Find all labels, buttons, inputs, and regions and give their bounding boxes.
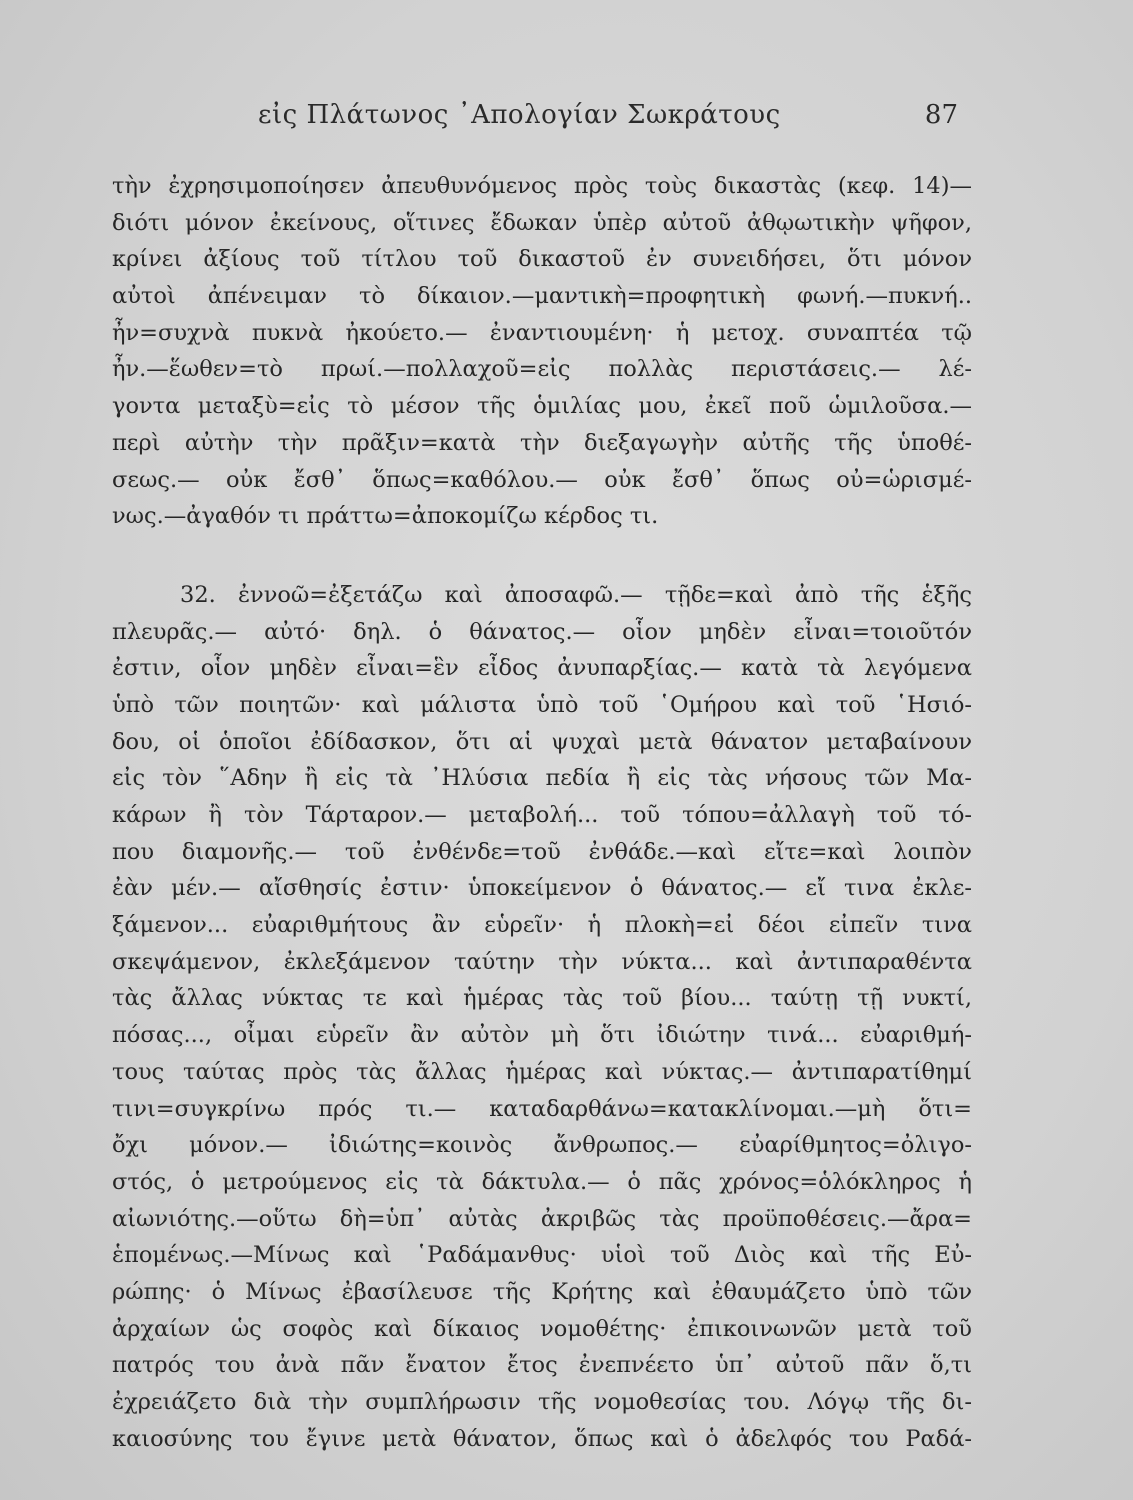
text-line: ἦν=συχνὰ πυκνὰ ἠκούετο.— ἐναντιουμένη· ἡ μετοχ. συναπτέα τῷ (112, 319, 972, 346)
text-line: τους ταύτας πρὸς τὰς ἄλλας ἡμέρας καὶ νύκτας.— ἀντιπαρατίθημί (112, 1058, 972, 1085)
text-line: ὄχι μόνον.— ἰδιώτης=κοινὸς ἄνθρωπος.— εὐαρίθμητος=ὀλιγο- (112, 1132, 972, 1159)
text-line: ὑπὸ τῶν ποιητῶν· καὶ μάλιστα ὑπὸ τοῦ ῾Ομήρου καὶ τοῦ ῾Ησιό- (112, 691, 972, 718)
running-title: εἰς Πλάτωνος ᾿Απολογίαν Σωκράτους (258, 100, 781, 130)
text-line: ἀρχαίων ὡς σοφὸς καὶ δίκαιος νομοθέτης· ἐπικοινωνῶν μετὰ τοῦ (112, 1315, 972, 1342)
text-line: πλευρᾶς.— αὐτό· δηλ. ὁ θάνατος.— οἷον μηδὲν εἶναι=τοιοῦτόν (112, 618, 972, 645)
text-line: πόσας..., οἶμαι εὑρεῖν ἂν αὐτὸν μὴ ὅτι ἰδιώτην τινά... εὐαριθμή- (112, 1022, 972, 1049)
text-line: γοντα μεταξὺ=εἰς τὸ μέσον τῆς ὁμιλίας μου, ἐκεῖ ποῦ ὡμιλοῦσα.— (112, 393, 972, 420)
text-line: αἰωνιότης.—οὕτω δὴ=ὑπ᾿ αὐτὰς ἀκριβῶς τὰς προϋποθέσεις.—ἄρα= (112, 1205, 972, 1232)
text-line: νως.—ἀγαθόν τι πράττω=ἀποκομίζω κέρδος τι. (112, 503, 659, 530)
text-line: 32. ἐννοῶ=ἐξετάζω καὶ ἀποσαφῶ.— τῇδε=καὶ ἀπὸ τῆς ἑξῆς (180, 581, 972, 608)
text-line: ἦν.—ἕωθεν=τὸ πρωί.—πολλαχοῦ=εἰς πολλὰς περιστάσεις.— λέ- (112, 356, 972, 383)
text-line: διότι μόνον ἐκείνους, οἵτινες ἔδωκαν ὑπὲρ αὐτοῦ ἀθῳωτικὴν ψῆφον, (112, 209, 972, 236)
text-line: αὐτοὶ ἀπένειμαν τὸ δίκαιον.—μαντικὴ=προφητικὴ φωνή.—πυκνή.. (112, 283, 972, 310)
text-line: που διαμονῆς.— τοῦ ἐνθένδε=τοῦ ἐνθάδε.—καὶ εἴτε=καὶ λοιπὸν (112, 838, 972, 865)
text-line: στός, ὁ μετρούμενος εἰς τὰ δάκτυλα.— ὁ πᾶς χρόνος=ὁλόκληρος ἡ (112, 1168, 972, 1195)
text-line: ἐχρειάζετο διὰ τὴν συμπλήρωσιν τῆς νομοθεσίας του. Λόγῳ τῆς δι- (112, 1389, 972, 1415)
text-line: τινι=συγκρίνω πρός τι.— καταδαρθάνω=κατακλίνομαι.—μὴ ὅτι= (112, 1095, 972, 1122)
text-line: κρίνει ἀξίους τοῦ τίτλου τοῦ δικαστοῦ ἐν συνειδήσει, ὅτι μόνον (112, 246, 972, 273)
text-line: εἰς τὸν ῞Αδην ἢ εἰς τὰ ᾿Ηλύσια πεδία ἢ εἰς τὰς νήσους τῶν Μα- (112, 765, 972, 792)
text-line: σκεψάμενον, ἐκλεξάμενον ταύτην τὴν νύκτα... καὶ ἀντιπαραθέντα (112, 948, 972, 975)
page-header (258, 100, 958, 140)
text-line: πατρός του ἀνὰ πᾶν ἔνατον ἔτος ἐνεπνέετο ὑπ᾿ αὐτοῦ πᾶν ὅ,τι (112, 1352, 972, 1379)
text-line: καιοσύνης του ἔγινε μετὰ θάνατον, ὅπως καὶ ὁ ἀδελφός του Ραδά- (112, 1425, 972, 1452)
paragraph-gap (112, 535, 972, 577)
text-line: σεως.— οὐκ ἔσθ᾿ ὅπως=καθόλου.— οὐκ ἔσθ᾿ ὅπως οὐ=ὡρισμέ- (112, 466, 972, 493)
text-line: ἑπομένως.—Μίνως καὶ ῾Ραδάμανθυς· υἱοὶ τοῦ Διὸς καὶ τῆς Εὐ- (112, 1242, 972, 1269)
text-line: περὶ αὐτὴν τὴν πρᾶξιν=κατὰ τὴν διεξαγωγὴν αὐτῆς τῆς ὑποθέ- (112, 429, 972, 456)
text-line: κάρων ἢ τὸν Τάρταρον.— μεταβολή... τοῦ τόπου=ἀλλαγὴ τοῦ τό- (112, 802, 972, 828)
paragraph-commentary-31 (112, 168, 972, 535)
paragraph-commentary-32 (112, 577, 972, 1458)
text-line: δου, οἱ ὁποῖοι ἐδίδασκον, ὅτι αἱ ψυχαὶ μετὰ θάνατον μεταβαίνουν (112, 728, 972, 755)
text-line: ξάμενον... εὐαριθμήτους ἂν εὑρεῖν· ἡ πλοκὴ=εἰ δέοι εἰπεῖν τινα (112, 912, 972, 939)
text-line: ἐὰν μέν.— αἴσθησίς ἐστιν· ὑποκείμενον ὁ θάνατος.— εἴ τινα ἐκλε- (112, 875, 972, 902)
page-number: 87 (924, 100, 958, 130)
text-line: ἐστιν, οἷον μηδὲν εἶναι=ἓν εἶδος ἀνυπαρξίας.— κατὰ τὰ λεγόμενα (112, 655, 972, 682)
text-line: τὰς ἄλλας νύκτας τε καὶ ἡμέρας τὰς τοῦ βίου... ταύτῃ τῇ νυκτί, (112, 985, 972, 1012)
text-line: ρώπης· ὁ Μίνως ἐβασίλευσε τῆς Κρήτης καὶ ἐθαυμάζετο ὑπὸ τῶν (112, 1278, 972, 1305)
text-line: τὴν ἐχρησιμοποίησεν ἀπευθυνόμενος πρὸς τοὺς δικαστὰς (κεφ. 14)— (112, 173, 972, 199)
body-text (112, 168, 972, 1457)
